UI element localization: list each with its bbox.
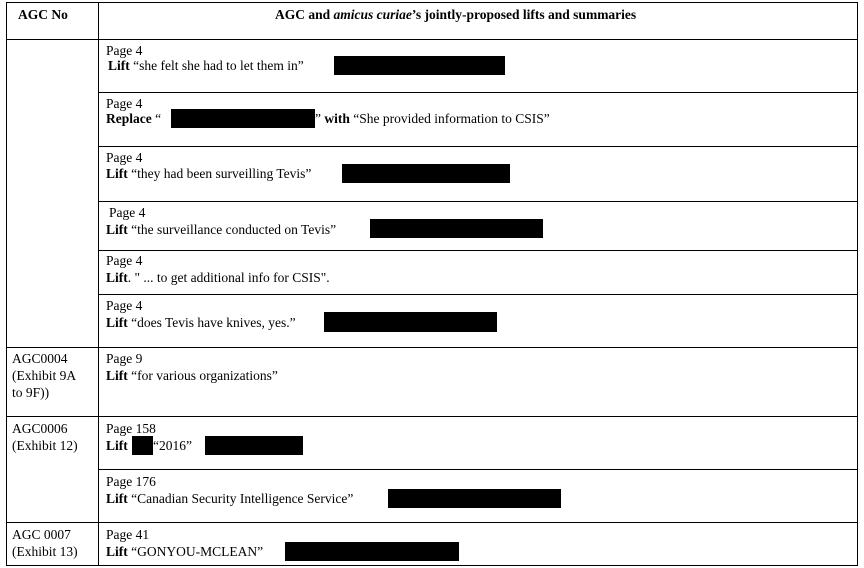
page-reference: Page 4 [109,205,146,220]
table-border-bottom [6,565,858,566]
page-reference: Page 4 [106,253,143,268]
row-divider [6,347,858,348]
redaction-block [171,109,315,128]
redaction-block [324,312,497,332]
exhibit-reference: (Exhibit 13) [12,544,78,559]
action-label: Lift [106,166,128,181]
sub-row-divider [98,201,858,202]
action-label: Lift [106,315,128,330]
redaction-block [132,436,153,455]
action-label: Lift [106,491,128,506]
header-lifts-summaries [275,7,636,23]
header-lifts-prefix: AGC and [275,7,334,22]
table-column-divider [98,2,99,565]
quoted-text: “does Tevis have knives, yes.” [127,315,296,330]
quoted-text: “they had been surveilling Tevis” [127,166,312,181]
header-agc-no: AGC No [18,7,68,22]
action-label: Replace [106,111,152,126]
lift-entry [108,58,304,74]
lift-entry [106,491,353,507]
page-reference: Page 4 [106,43,143,58]
sub-row-divider [98,294,858,295]
page-reference: Page 176 [106,474,156,489]
with-label: with [324,111,350,126]
lift-entry [106,368,278,384]
lift-entry [106,166,311,182]
table-border-left [6,2,7,565]
sub-row-divider [98,469,858,470]
redaction-block [388,489,561,508]
agc-number: AGC0006 [12,421,68,436]
action-label: Lift [106,544,128,559]
exhibit-reference: to 9F)) [12,385,50,400]
quoted-text: “she felt she had to let them in” [129,58,304,73]
header-lifts-suffix: ’s jointly-proposed lifts and summaries [411,7,637,22]
header-row-divider [6,39,858,40]
page-reference: Page 4 [106,96,143,111]
page-reference: Page 4 [106,150,143,165]
sub-row-divider [98,250,858,251]
redaction-block [285,542,459,561]
row-divider [6,522,858,523]
quoted-text: . " ... to get additional info for CSIS". [127,270,330,285]
action-label: Lift [108,58,130,73]
row-divider [6,416,858,417]
lift-entry [106,222,336,238]
action-label: Lift [106,222,128,237]
action-label: Lift [106,438,128,453]
lift-entry [106,270,330,286]
lift-entry-action [106,438,128,454]
page-reference: Page 9 [106,351,143,366]
lift-entry [106,544,263,560]
quoted-text: “2016” [153,438,192,453]
replace-entry-start [106,111,161,127]
page-reference: Page 41 [106,527,150,542]
action-label: Lift [106,368,128,383]
replace-entry-end [315,111,550,127]
quoted-text: “GONYOU-MCLEAN” [127,544,264,559]
quoted-text-close: ” [315,111,325,126]
quoted-text: “Canadian Security Intelligence Service” [127,491,354,506]
quoted-text-open: “ [151,111,162,126]
sub-row-divider [98,146,858,147]
header-lifts-italic: amicus curiae [333,7,412,22]
redaction-block [205,436,303,455]
page-reference: Page 4 [106,298,143,313]
exhibit-reference: (Exhibit 9A [12,368,77,383]
redaction-block [334,56,505,75]
lift-entry [106,315,296,331]
quoted-text: “for various organizations” [127,368,278,383]
agc-number: AGC0004 [12,351,68,366]
page-reference: Page 158 [106,421,156,436]
quoted-text: “the surveillance conducted on Tevis” [127,222,337,237]
exhibit-reference: (Exhibit 12) [12,438,78,453]
replacement-text: “She provided information to CSIS” [349,111,550,126]
redaction-block [370,219,543,238]
table-border-top [6,2,858,3]
sub-row-divider [98,92,858,93]
action-label: Lift [106,270,128,285]
agc-number: AGC 0007 [12,527,71,542]
redaction-block [342,164,510,183]
table-border-right [857,2,858,565]
